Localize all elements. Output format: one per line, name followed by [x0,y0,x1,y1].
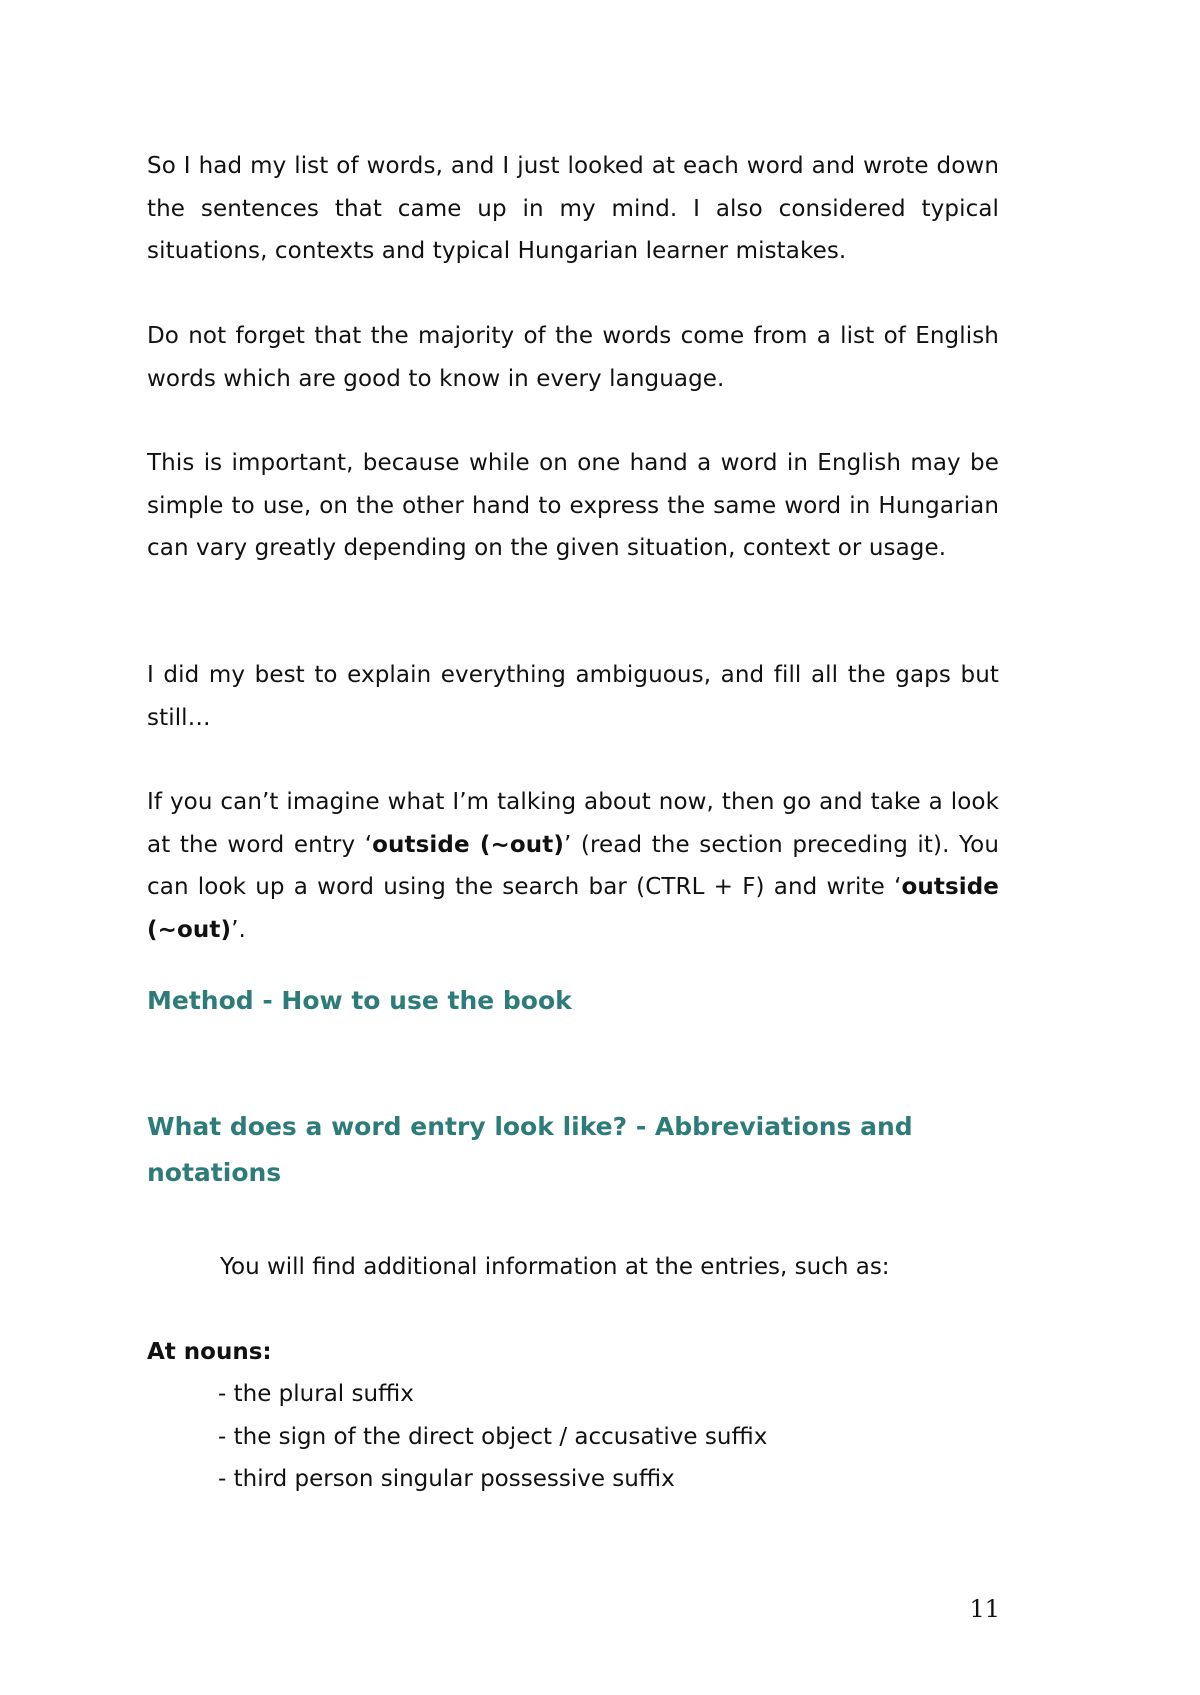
paragraph-text-part: If you can’t imagine what I’m talking about now, then go and take a look at the word entry ‘ [147,789,999,858]
section-heading-word-entry: What does a word entry look like? - Abbreviations and notations [147,1112,913,1187]
nouns-list [218,1373,767,1501]
paragraph-text-part: ’. [231,916,246,943]
list-item: - the sign of the direct object / accusative suffix [218,1423,768,1450]
page-number: 11 [969,1595,1000,1623]
bold-term: outside (~out) [147,874,999,943]
list-item: - the plural suffix [218,1381,414,1407]
paragraph-outside-example [147,781,999,951]
bold-term: outside (~out) [372,831,564,858]
paragraph-best-to-explain: I did my best to explain everything ambiguous, and fill all the gaps but still… [147,662,999,731]
section-heading-method: Method - How to use the book [147,986,572,1015]
paragraph-majority-of-words: Do not forget that the majority of the words come from a list of English words which are good to know in every language. [147,323,999,392]
intro-line: You will find additional information at the entries, such as: [220,1254,890,1280]
paragraph-importance: This is important, because while on one hand a word in English may be simple to use, on the other hand to express the same word in Hungarian can vary greatly depending on the given situation, context or usage. [147,450,999,561]
list-item: - third person singular possessive suffix [218,1466,675,1492]
paragraph-word-list: So I had my list of words, and I just looked at each word and wrote down the sentences that came up in my mind. I also considered typical situations, contexts and typical Hungarian learner mistakes. [147,153,999,264]
paragraph-text-part: ’ (read the section preceding it). You can look up a word using the search bar (CTRL + F) and write ‘ [147,831,999,900]
nouns-label: At nouns: [147,1339,272,1365]
